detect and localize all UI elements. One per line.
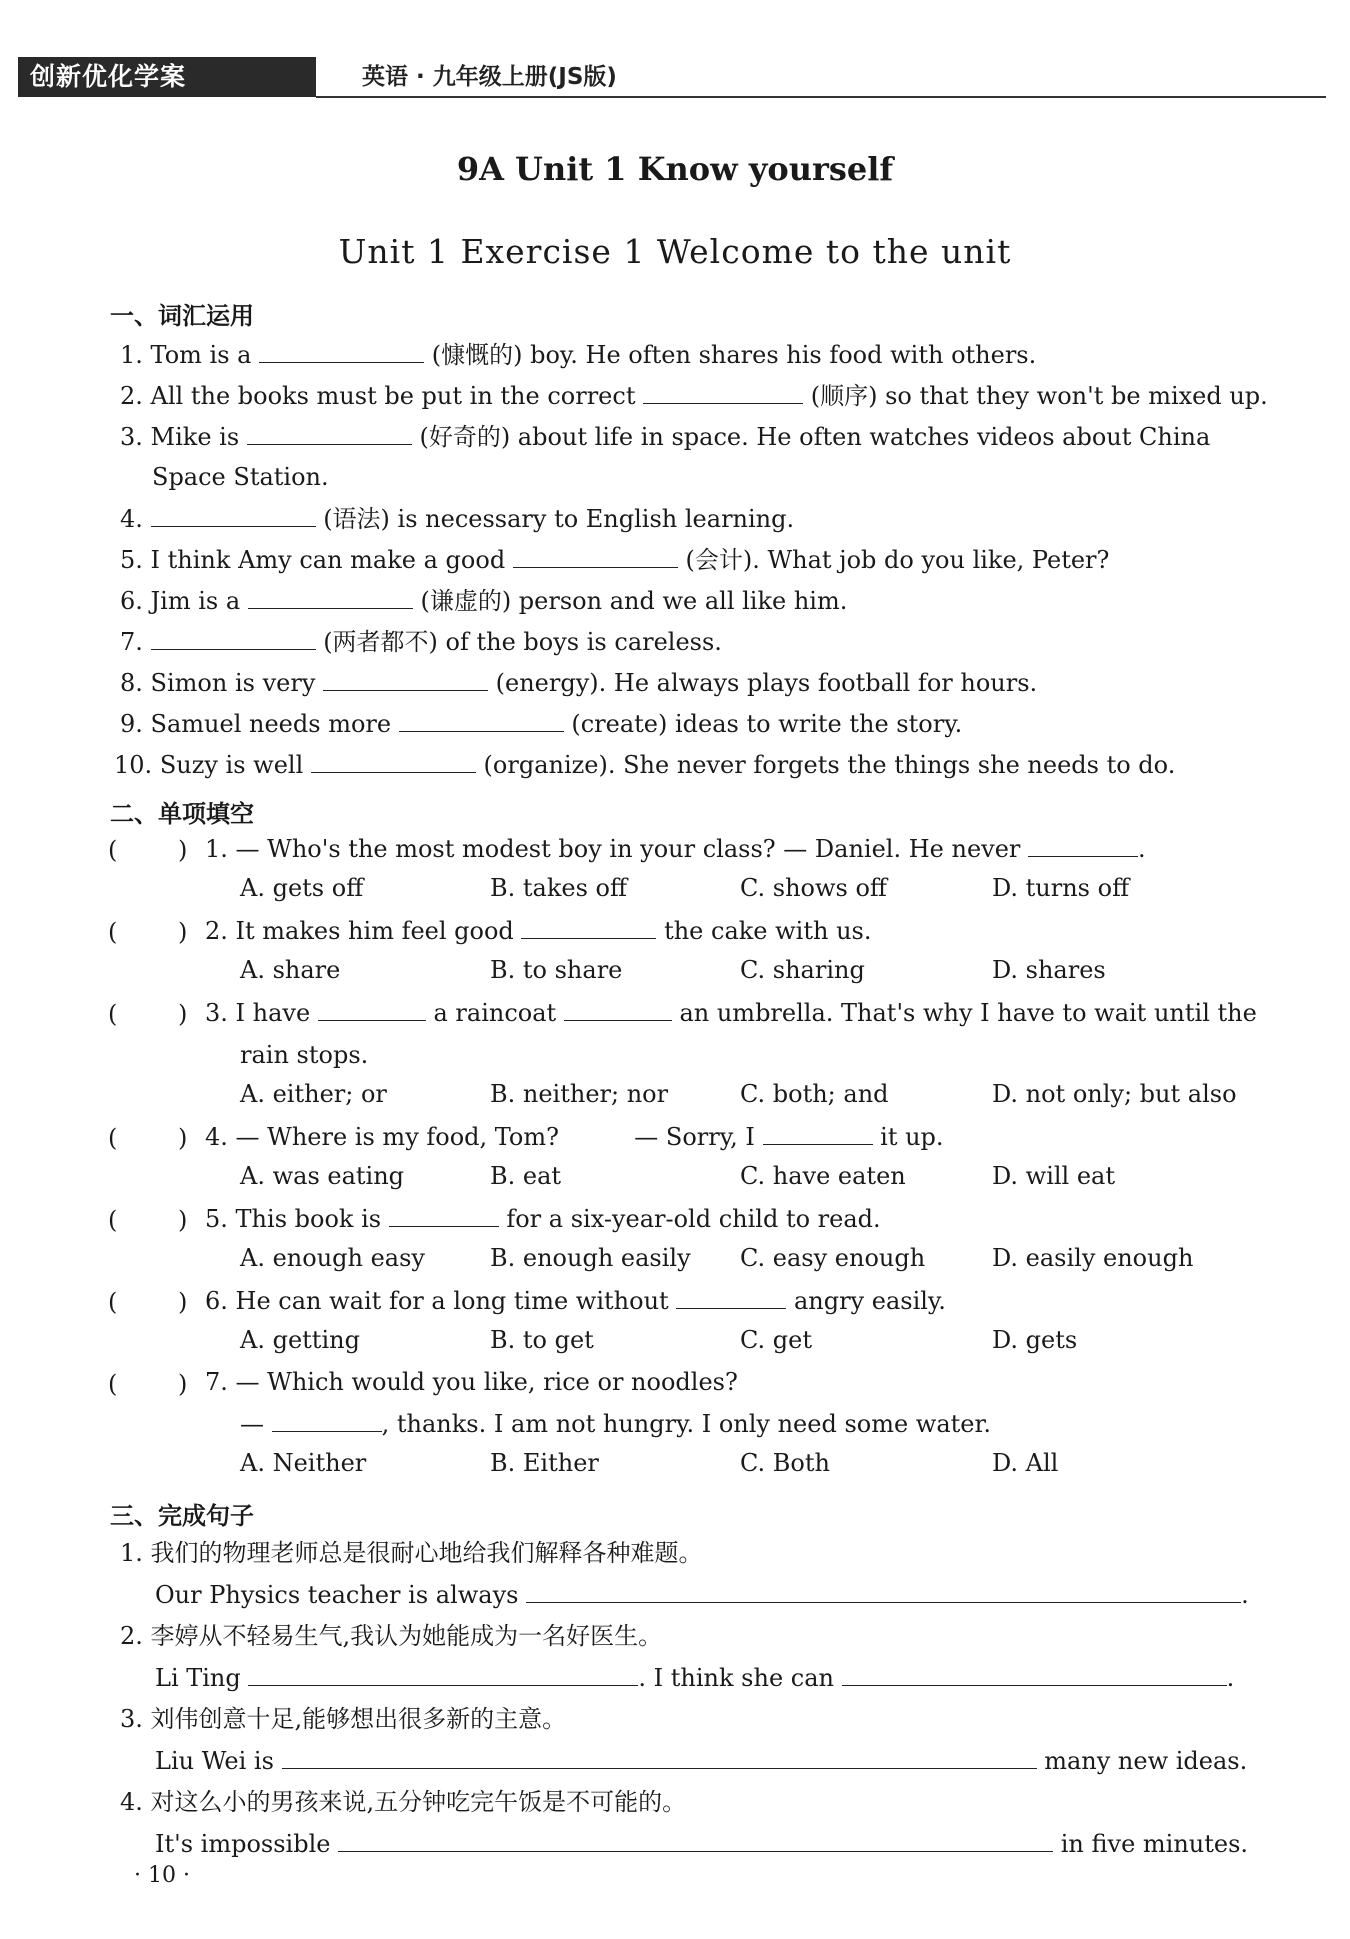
item-text: I think Amy can make a good <box>150 546 506 574</box>
answer-blank[interactable] <box>151 625 316 650</box>
question-number: 5. <box>205 1205 228 1233</box>
chinese-prompt: 李婷从不轻易生气,我认为她能成为一名好医生。 <box>150 1622 663 1650</box>
english-text: Li Ting <box>155 1664 241 1692</box>
mc-question-5 <box>205 1202 881 1235</box>
english-text: It's impossible <box>155 1830 331 1858</box>
section-heading-vocabulary: 一、词汇运用 <box>110 302 254 330</box>
answer-blank[interactable] <box>399 707 564 732</box>
answer-blank[interactable] <box>248 584 413 609</box>
answer-blank[interactable] <box>564 996 672 1021</box>
option-c[interactable]: C. have eaten <box>740 1162 906 1190</box>
reply-text: , thanks. I am not hungry. I only need some water. <box>381 1410 991 1438</box>
option-a[interactable]: A. either; or <box>240 1080 387 1108</box>
vocab-item-9 <box>120 707 962 740</box>
sentence-1-english <box>155 1578 1249 1611</box>
chinese-prompt: 我们的物理老师总是很耐心地给我们解释各种难题。 <box>150 1539 703 1567</box>
sentence-3-english <box>155 1744 1247 1777</box>
english-text-end: . <box>1241 1581 1249 1609</box>
answer-blank[interactable] <box>282 1744 1037 1769</box>
answer-blank[interactable] <box>763 1120 873 1145</box>
question-number: 1. <box>205 835 228 863</box>
item-number: 9. <box>120 710 143 738</box>
answer-blank[interactable] <box>1028 832 1138 857</box>
option-c[interactable]: C. easy enough <box>740 1244 926 1272</box>
english-text: Liu Wei is <box>155 1747 274 1775</box>
answer-blank[interactable] <box>318 996 426 1021</box>
section-heading-complete-sentences: 三、完成句子 <box>110 1502 254 1530</box>
option-b[interactable]: B. eat <box>490 1162 562 1190</box>
option-d[interactable]: D. gets <box>992 1326 1078 1354</box>
item-number: 10. <box>114 751 153 779</box>
header-brand: 创新优化学案 <box>30 62 187 91</box>
sentence-3-chinese <box>120 1703 566 1735</box>
question-stem-end: it up. <box>880 1123 944 1151</box>
vocab-item-3-continued: Space Station. <box>152 463 329 491</box>
item-text: (create) ideas to write the story. <box>571 710 963 738</box>
item-number: 1. <box>120 341 143 369</box>
question-number: 3. <box>205 999 228 1027</box>
answer-blank[interactable] <box>513 543 678 568</box>
vocab-item-8 <box>120 666 1037 699</box>
item-text: (顺序) so that they won't be mixed up. <box>810 382 1268 410</box>
vocab-item-6 <box>120 584 847 617</box>
answer-paren-close: ) <box>178 1206 188 1234</box>
question-number: 2. <box>205 917 228 945</box>
answer-paren-open: ( <box>108 918 118 946</box>
header-subject: 英语 · 九年级上册(JS版) <box>362 64 617 90</box>
item-text: (好奇的) about life in space. He often watches videos about China <box>419 423 1211 451</box>
answer-paren-open: ( <box>108 1206 118 1234</box>
item-number: 5. <box>120 546 143 574</box>
sentence-2-english <box>155 1661 1234 1694</box>
english-text-end: . <box>1226 1664 1235 1692</box>
answer-paren-open: ( <box>108 1124 118 1152</box>
answer-paren-open: ( <box>108 1370 118 1398</box>
option-b[interactable]: B. enough easily <box>490 1244 691 1272</box>
option-c[interactable]: C. sharing <box>740 956 865 984</box>
question-stem-end: an umbrella. That's why I have to wait until the <box>679 999 1257 1027</box>
option-d[interactable]: D. not only; but also <box>992 1080 1237 1108</box>
question-stem-mid: a raincoat <box>433 999 557 1027</box>
option-d[interactable]: D. easily enough <box>992 1244 1194 1272</box>
question-stem-mid: — Sorry, I <box>634 1123 755 1151</box>
item-number: 7. <box>120 628 143 656</box>
option-a[interactable]: A. enough easy <box>240 1244 425 1272</box>
option-a[interactable]: A. was eating <box>240 1162 405 1190</box>
item-number: 4. <box>120 1788 143 1816</box>
answer-blank[interactable] <box>338 1827 1053 1852</box>
item-text: (organize). She never forgets the things she needs to do. <box>483 751 1176 779</box>
answer-blank[interactable] <box>389 1202 499 1227</box>
answer-blank[interactable] <box>521 914 656 939</box>
item-number: 1. <box>120 1539 143 1567</box>
item-text: (谦虚的) person and we all like him. <box>420 587 848 615</box>
answer-blank[interactable] <box>643 379 803 404</box>
option-c[interactable]: C. both; and <box>740 1080 889 1108</box>
vocab-item-4 <box>120 502 794 535</box>
option-d[interactable]: D. turns off <box>992 874 1130 902</box>
mc-question-1 <box>205 832 1146 865</box>
answer-paren-close: ) <box>178 1370 188 1398</box>
vocab-item-7 <box>120 625 722 658</box>
item-number: 2. <box>120 1622 143 1650</box>
answer-blank[interactable] <box>248 1661 638 1686</box>
option-d[interactable]: D. shares <box>992 956 1106 984</box>
option-b[interactable]: B. neither; nor <box>490 1080 669 1108</box>
chinese-prompt: 对这么小的男孩来说,五分钟吃完午饭是不可能的。 <box>150 1788 687 1816</box>
sentence-2-chinese <box>120 1620 662 1652</box>
item-text: Suzy is well <box>159 751 304 779</box>
option-b[interactable]: B. to get <box>490 1326 594 1354</box>
answer-blank[interactable] <box>247 420 412 445</box>
question-number: 4. <box>205 1123 228 1151</box>
answer-paren-close: ) <box>178 1288 188 1316</box>
option-b[interactable]: B. Either <box>490 1449 599 1477</box>
question-stem: I have <box>235 999 311 1027</box>
item-text: Samuel needs more <box>150 710 392 738</box>
unit-title: 9A Unit 1 Know yourself <box>456 150 894 188</box>
english-text-end: in five minutes. <box>1060 1830 1249 1858</box>
question-stem: — Where is my food, Tom? <box>235 1123 559 1151</box>
question-stem-end: the cake with us. <box>664 917 872 945</box>
item-number: 6. <box>120 587 143 615</box>
vocab-item-1 <box>120 338 1036 371</box>
item-text: All the books must be put in the correct <box>150 382 636 410</box>
mc-question-7-reply <box>240 1407 991 1440</box>
item-text: (慷慨的) boy. He often shares his food with others. <box>431 341 1037 369</box>
english-text-end: many new ideas. <box>1044 1747 1248 1775</box>
section-heading-multiple-choice: 二、单项填空 <box>110 800 254 828</box>
question-stem: — Which would you like, rice or noodles? <box>235 1368 738 1396</box>
item-text: Mike is <box>150 423 240 451</box>
sentence-4-chinese <box>120 1786 686 1818</box>
answer-blank[interactable] <box>842 1661 1227 1686</box>
item-text: (语法) is necessary to English learning. <box>323 505 795 533</box>
question-number: 7. <box>205 1368 228 1396</box>
answer-paren-close: ) <box>178 836 188 864</box>
question-stem-end: for a six-year-old child to read. <box>506 1205 881 1233</box>
mc-question-6 <box>205 1284 946 1317</box>
answer-blank[interactable] <box>323 666 488 691</box>
option-d[interactable]: D. All <box>992 1449 1059 1477</box>
answer-blank[interactable] <box>259 338 424 363</box>
mc-question-4 <box>205 1120 944 1153</box>
vocab-item-10 <box>114 748 1175 781</box>
answer-paren-open: ( <box>108 836 118 864</box>
option-b[interactable]: B. to share <box>490 956 623 984</box>
page-number: · 10 · <box>134 1863 190 1888</box>
question-stem-end: . <box>1138 835 1146 863</box>
answer-blank[interactable] <box>151 502 316 527</box>
option-b[interactable]: B. takes off <box>490 874 628 902</box>
question-stem: — Who's the most modest boy in your class? — Daniel. He never <box>235 835 1021 863</box>
answer-paren-close: ) <box>178 918 188 946</box>
vocab-item-5 <box>120 543 1109 576</box>
option-c[interactable]: C. shows off <box>740 874 887 902</box>
option-a[interactable]: A. gets off <box>240 874 364 902</box>
english-text-mid: . I think she can <box>638 1664 834 1692</box>
option-c[interactable]: C. get <box>740 1326 812 1354</box>
item-text: Simon is very <box>150 669 316 697</box>
item-text: Tom is a <box>150 341 252 369</box>
answer-paren-open: ( <box>108 1288 118 1316</box>
answer-blank[interactable] <box>676 1284 786 1309</box>
vocab-item-2 <box>120 379 1268 412</box>
question-number: 6. <box>205 1287 228 1315</box>
answer-paren-open: ( <box>108 1000 118 1028</box>
item-text: (energy). He always plays football for hours. <box>495 669 1038 697</box>
answer-blank[interactable] <box>272 1407 382 1432</box>
chinese-prompt: 刘伟创意十足,能够想出很多新的主意。 <box>150 1705 567 1733</box>
item-number: 8. <box>120 669 143 697</box>
question-stem: He can wait for a long time without <box>235 1287 669 1315</box>
item-text: (两者都不) of the boys is careless. <box>323 628 722 656</box>
header-rule <box>316 96 1326 98</box>
sentence-4-english <box>155 1827 1248 1860</box>
option-a[interactable]: A. share <box>240 956 341 984</box>
answer-paren-close: ) <box>178 1000 188 1028</box>
mc-question-3-continued: rain stops. <box>240 1041 369 1069</box>
option-a[interactable]: A. Neither <box>240 1449 367 1477</box>
item-number: 2. <box>120 382 143 410</box>
item-text: Jim is a <box>150 587 241 615</box>
item-number: 4. <box>120 505 143 533</box>
question-stem: It makes him feel good <box>235 917 514 945</box>
answer-blank[interactable] <box>526 1578 1241 1603</box>
mc-question-3 <box>205 996 1257 1029</box>
reply-dash: — <box>240 1410 264 1438</box>
exercise-title: Unit 1 Exercise 1 Welcome to the unit <box>338 232 1012 271</box>
option-a[interactable]: A. getting <box>240 1326 360 1354</box>
mc-question-2 <box>205 914 872 947</box>
answer-paren-close: ) <box>178 1124 188 1152</box>
item-text: (会计). What job do you like, Peter? <box>685 546 1110 574</box>
option-d[interactable]: D. will eat <box>992 1162 1115 1190</box>
mc-question-7 <box>205 1366 738 1398</box>
item-number: 3. <box>120 1705 143 1733</box>
english-text: Our Physics teacher is always <box>155 1581 519 1609</box>
item-number: 3. <box>120 423 143 451</box>
answer-blank[interactable] <box>311 748 476 773</box>
option-c[interactable]: C. Both <box>740 1449 830 1477</box>
sentence-1-chinese <box>120 1537 703 1569</box>
question-stem-end: angry easily. <box>793 1287 946 1315</box>
question-stem: This book is <box>235 1205 382 1233</box>
vocab-item-3 <box>120 420 1210 453</box>
